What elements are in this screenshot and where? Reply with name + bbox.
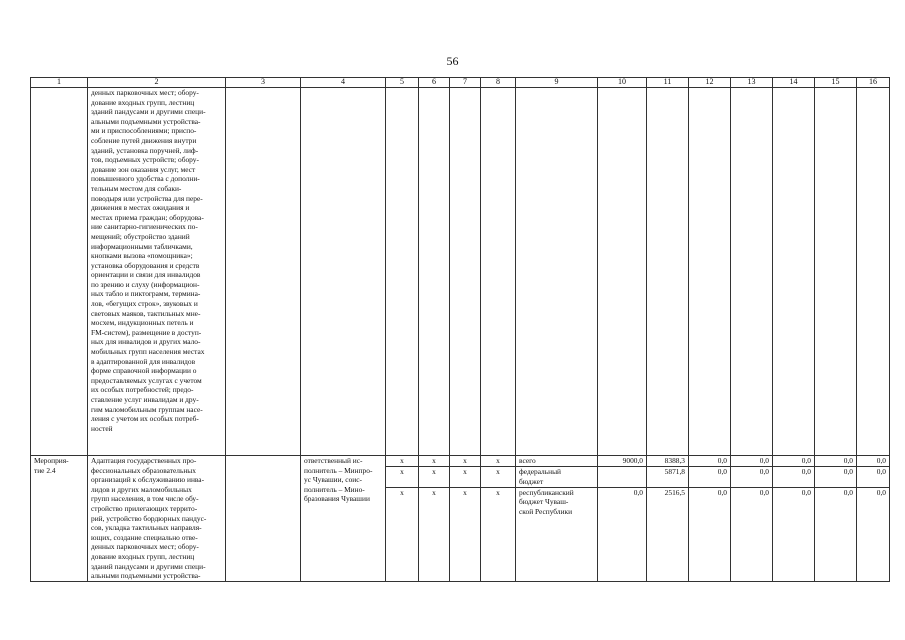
empty-cell: [226, 456, 301, 582]
description-line: Адаптация государственных про-: [91, 456, 197, 465]
column-number-cell: 10: [598, 78, 647, 88]
period-marker-cell: x: [386, 456, 419, 467]
description-continuation-cell: [88, 88, 226, 456]
description-line: повышенного удобства с дополни-: [91, 174, 200, 184]
executor-line: ус Чувашии, соис-: [304, 475, 362, 485]
description-line: зданий пандусами и другими специ-: [91, 561, 206, 571]
description-line: по зрению и слуху (информацион-: [91, 279, 200, 289]
description-line: тов, подъемных устройств; обору-: [91, 155, 199, 165]
description-line: световых маяков, тактильных мне-: [91, 308, 201, 318]
period-marker-cell: x: [419, 467, 450, 488]
column-number-cell: 9: [516, 78, 598, 88]
funding-source-line: ской Республики: [519, 507, 573, 516]
funding-row: [31, 456, 890, 467]
amount-cell: 0,0: [773, 467, 815, 488]
column-number-cell: 3: [226, 78, 301, 88]
column-number-cell: 12: [689, 78, 731, 88]
period-marker-cell: x: [386, 467, 419, 488]
description-line: зданий, установка поручней, лиф-: [91, 145, 199, 155]
description-line: FM-систем), размещение в доступ-: [91, 327, 202, 337]
description-line: тельным местом для собаки-: [91, 183, 182, 193]
empty-cell: [731, 88, 773, 456]
column-number-cell: 13: [731, 78, 773, 88]
description-line: информационными табличками,: [91, 241, 193, 251]
amount-cell: 0,0: [731, 467, 773, 488]
amount-cell: 0,0: [598, 487, 647, 581]
executor-cell: [301, 456, 386, 582]
amount-cell: [598, 467, 647, 488]
empty-cell: [450, 88, 481, 456]
event-code-cell: [31, 456, 88, 582]
amount-cell: 0,0: [689, 467, 731, 488]
description-line: собление путей движения внутри: [91, 135, 197, 145]
description-line: мосхем, индукционных петель и: [91, 318, 194, 328]
period-marker-cell: x: [386, 487, 419, 581]
period-marker-cell: x: [481, 456, 516, 467]
description-line: ностей: [91, 423, 113, 433]
period-marker-cell: x: [419, 487, 450, 581]
funding-source-cell: [516, 487, 598, 581]
description-line: дование входных групп, лестниц: [91, 551, 195, 561]
description-line: дование входных групп, лестниц: [91, 97, 195, 107]
table-row: [31, 88, 890, 456]
page-number: 56: [446, 54, 459, 68]
description-line: ющих, создание специально отве-: [91, 532, 198, 542]
column-number-cell: 5: [386, 78, 419, 88]
description-line: групп населения, в том числе обу-: [91, 494, 199, 504]
event-code-line: Мероприя-: [34, 456, 69, 465]
executor-line: полнитель – Минпро-: [304, 465, 373, 475]
description-line: гим маломобильным группам насе-: [91, 404, 203, 414]
empty-cell: [516, 88, 598, 456]
amount-cell: 5871,8: [647, 467, 689, 488]
period-marker-cell: x: [450, 467, 481, 488]
column-number-cell: 11: [647, 78, 689, 88]
executor-line: полнитель – Мино-: [304, 484, 365, 494]
description-line: установка оборудования и средств: [91, 260, 200, 270]
funding-source-cell: [516, 456, 598, 467]
column-number-cell: 7: [450, 78, 481, 88]
description-line: организаций к обслуживанию инва-: [91, 475, 205, 485]
description-line: в адаптированной для инвалидов: [91, 356, 196, 366]
amount-cell: 0,0: [815, 456, 857, 467]
column-number-cell: 8: [481, 78, 516, 88]
event-description-cell: [88, 456, 226, 582]
amount-cell: 0,0: [731, 487, 773, 581]
empty-cell: [598, 88, 647, 456]
funding-source-line: федеральный: [519, 467, 561, 477]
funding-source-line: бюджет Чуваш-: [519, 497, 569, 507]
description-line: лидов и других маломобильных: [91, 484, 192, 494]
funding-source-line: республиканский: [519, 487, 574, 497]
empty-cell: [301, 88, 386, 456]
empty-cell: [647, 88, 689, 456]
column-number-row: [31, 78, 890, 88]
executor-line: ответственный ис-: [304, 456, 363, 465]
description-line: мещений; обустройство зданий: [91, 231, 190, 241]
period-marker-cell: x: [481, 467, 516, 488]
description-line: ставление услуг инвалидам и дру-: [91, 395, 199, 404]
description-line: поводыря или устройства для пере-: [91, 193, 203, 203]
description-line: лов, «бегущих строк», звуковых и: [91, 299, 198, 309]
description-line: стройство прилегающих террито-: [91, 503, 198, 513]
description-line: ми и приспособлениями; приспо-: [91, 126, 197, 136]
column-number-cell: 16: [857, 78, 890, 88]
description-line: альными подъемными устройства-: [91, 116, 201, 126]
description-line: денных парковочных мест; обору-: [91, 88, 199, 97]
description-line: ориентации и связи для инвалидов: [91, 270, 201, 280]
description-line: предоставляемых услугах с учетом: [91, 375, 202, 385]
description-line: денных парковочных мест; обору-: [91, 542, 199, 552]
description-line: ных табло и пиктограмм, термина-: [91, 289, 201, 299]
amount-cell: 2516,5: [647, 487, 689, 581]
description-line: зданий пандусами и другими специ-: [91, 107, 206, 117]
column-number-cell: 14: [773, 78, 815, 88]
period-marker-cell: x: [450, 456, 481, 467]
empty-cell: [31, 88, 88, 456]
empty-cell: [419, 88, 450, 456]
amount-cell: 0,0: [689, 487, 731, 581]
column-number-cell: 2: [88, 78, 226, 88]
amount-cell: 0,0: [731, 456, 773, 467]
description-line: местах приема граждан; оборудова-: [91, 212, 204, 222]
amount-cell: 0,0: [857, 456, 890, 467]
description-line: рий, устройство бордюрных пандус-: [91, 513, 207, 523]
period-marker-cell: x: [481, 487, 516, 581]
empty-cell: [857, 88, 890, 456]
amount-cell: 9000,0: [598, 456, 647, 467]
description-line: движения в местах ожидания и: [91, 203, 190, 213]
amount-cell: 0,0: [773, 456, 815, 467]
funding-source-line: всего: [519, 456, 536, 465]
column-number-cell: 1: [31, 78, 88, 88]
empty-cell: [815, 88, 857, 456]
empty-cell: [689, 88, 731, 456]
period-marker-cell: x: [419, 456, 450, 467]
description-line: мобильных групп населения местах: [91, 347, 205, 357]
description-line: их особых потребностей; предо-: [91, 385, 194, 395]
amount-cell: 0,0: [689, 456, 731, 467]
period-marker-cell: x: [450, 487, 481, 581]
description-line: альными подъемными устройства-: [91, 571, 201, 581]
funding-source-cell: [516, 467, 598, 488]
column-number-cell: 6: [419, 78, 450, 88]
column-number-cell: 15: [815, 78, 857, 88]
amount-cell: 8388,3: [647, 456, 689, 467]
executor-line: бразования Чувашии: [304, 494, 370, 504]
description-line: ления с учетом их особых потреб-: [91, 414, 199, 424]
amount-cell: 0,0: [815, 487, 857, 581]
description-line: дование зон оказания услуг, мест: [91, 164, 196, 174]
amount-cell: 0,0: [815, 467, 857, 488]
description-line: форме справочной информации о: [91, 366, 197, 376]
description-line: кнопками вызова «помощника»;: [91, 251, 193, 261]
funding-source-line: бюджет: [519, 476, 544, 486]
description-line: сов, укладка тактильных направля-: [91, 523, 202, 533]
description-line: ние санитарно-гигиенических по-: [91, 222, 198, 232]
column-number-cell: 4: [301, 78, 386, 88]
empty-cell: [386, 88, 419, 456]
amount-cell: 0,0: [773, 487, 815, 581]
event-code-line: тие 2.4: [34, 465, 56, 475]
program-table: [30, 77, 890, 582]
description-line: ных для инвалидов и других мало-: [91, 337, 201, 347]
empty-cell: [481, 88, 516, 456]
description-line: фессиональных образовательных: [91, 465, 196, 475]
empty-cell: [773, 88, 815, 456]
amount-cell: 0,0: [857, 467, 890, 488]
amount-cell: 0,0: [857, 487, 890, 581]
empty-cell: [226, 88, 301, 456]
